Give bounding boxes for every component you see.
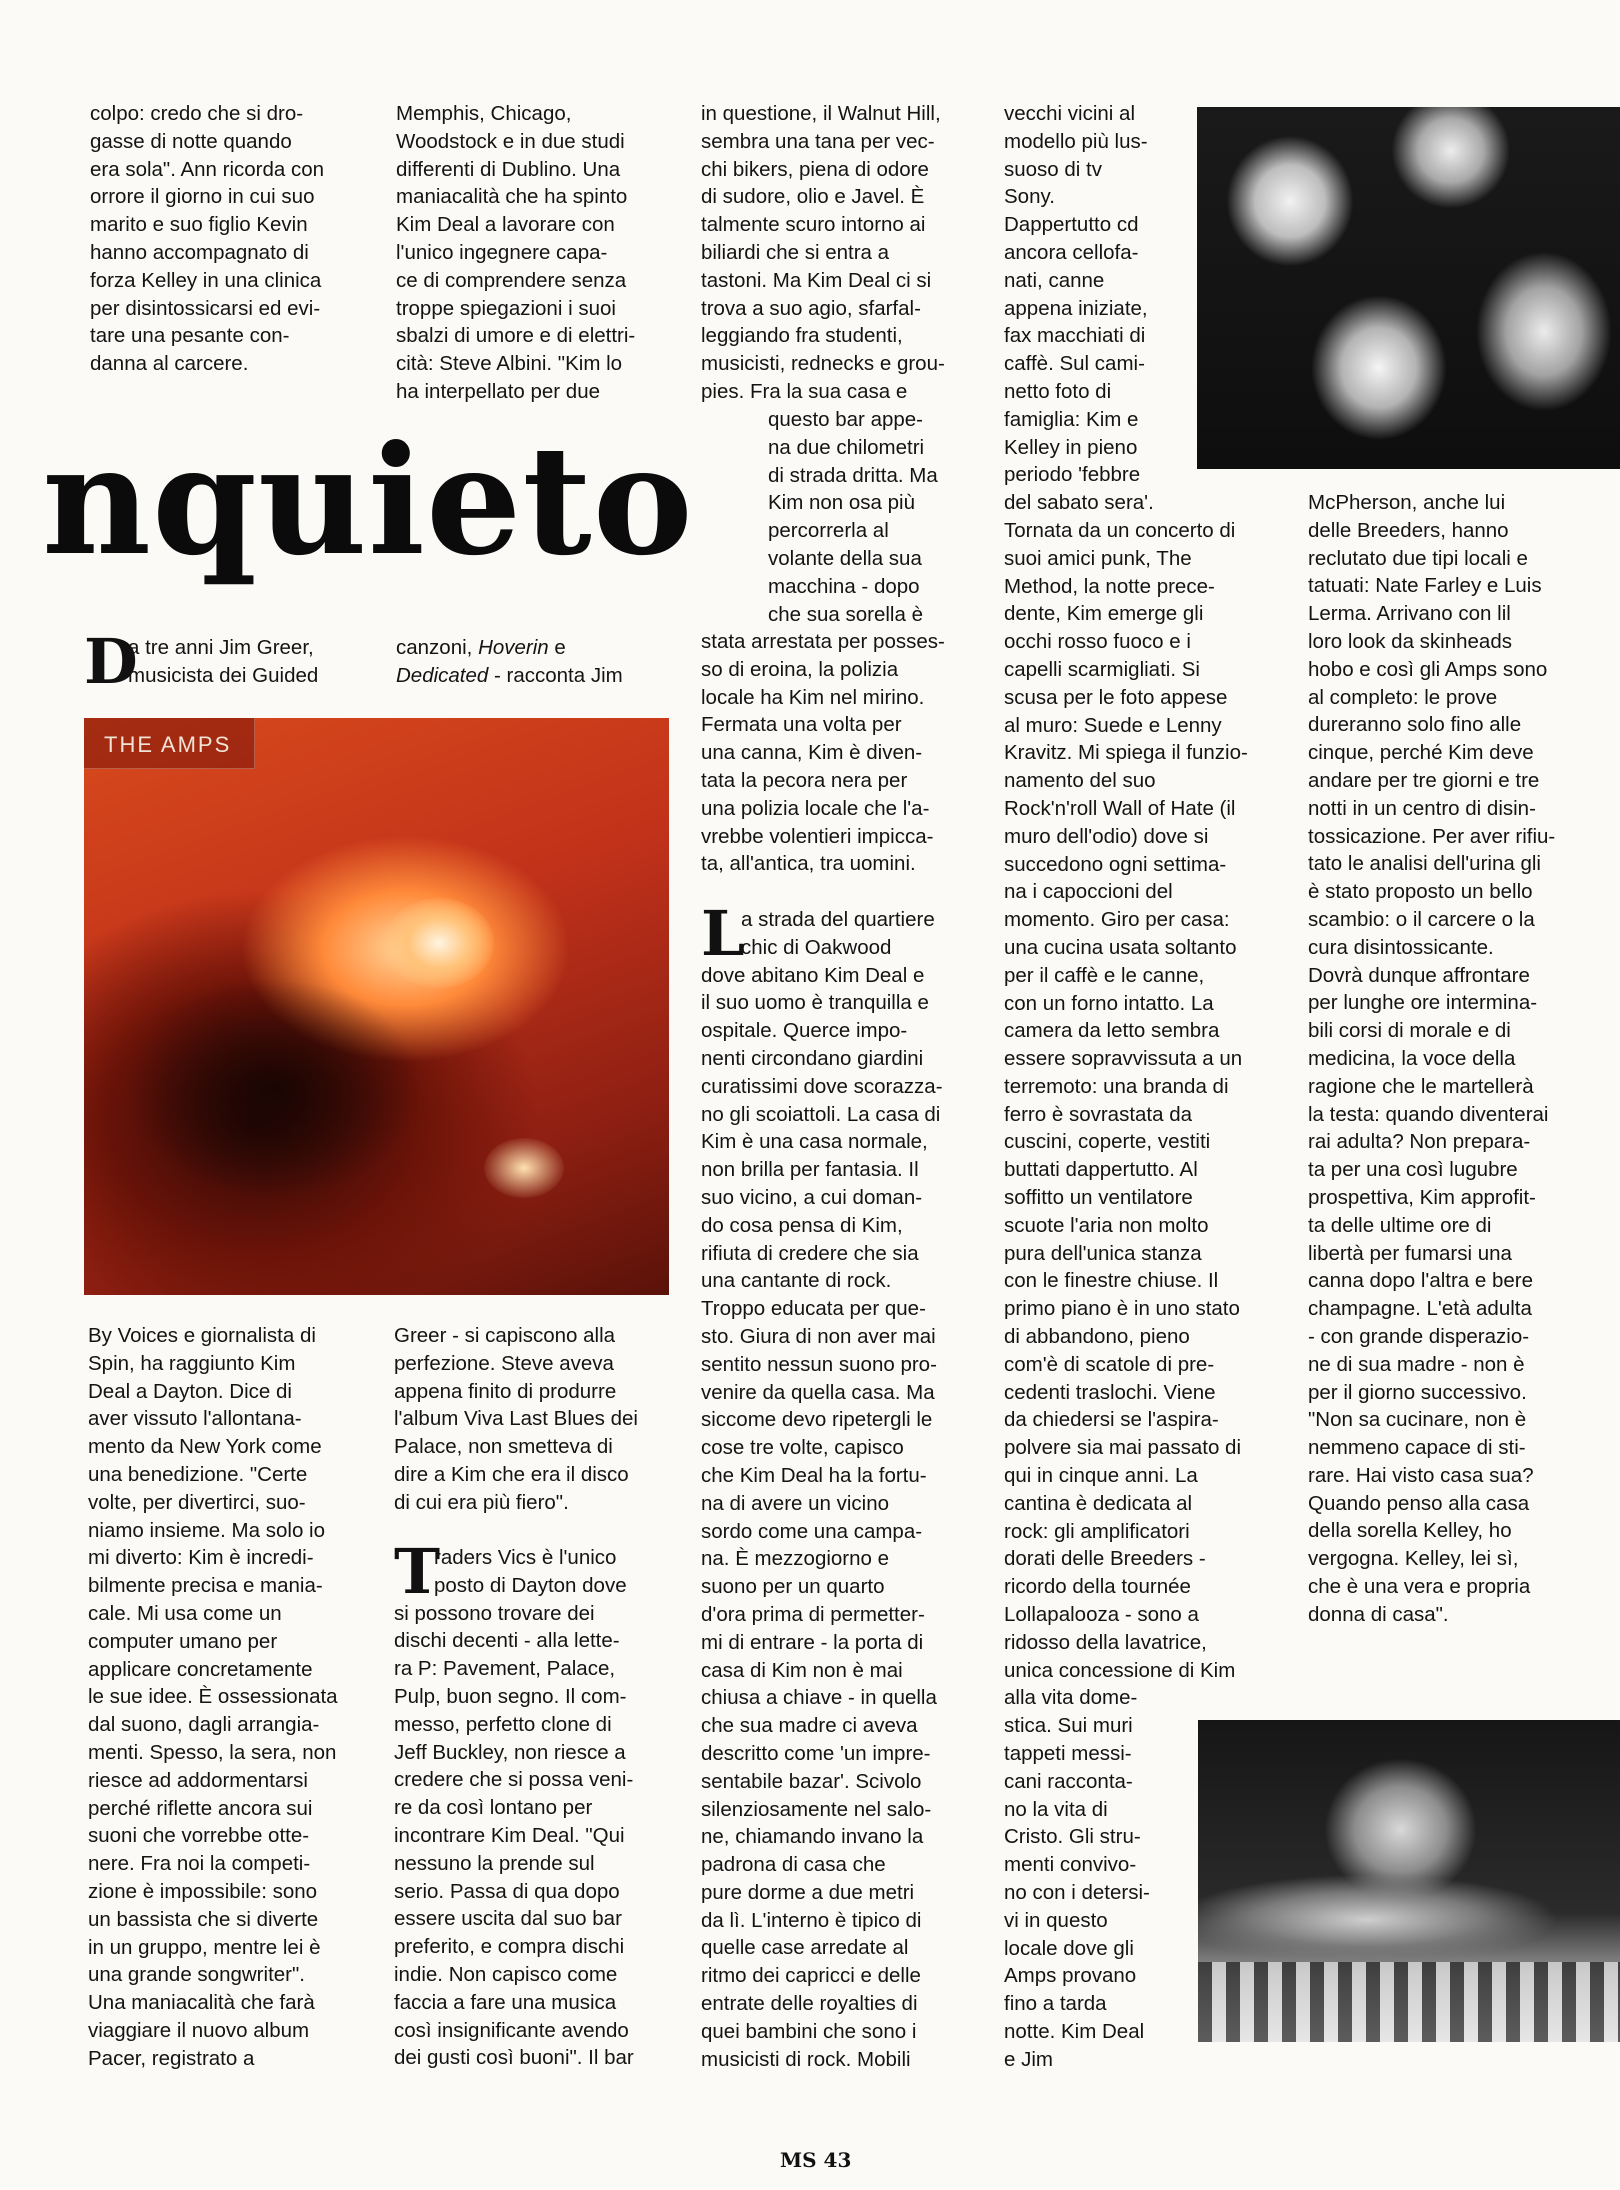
text-line: marito e suo figlio Kevin <box>90 213 308 237</box>
text-line: qui in cinque anni. La <box>1004 1464 1198 1488</box>
text-line: dei gusti così buoni". Il bar <box>394 2046 634 2070</box>
text-line: locale ha Kim nel mirino. <box>701 685 925 709</box>
text-line: suoni che vorrebbe otte- <box>88 1824 310 1848</box>
text-line: dente, Kim emerge gli <box>1004 602 1204 626</box>
text-line: da lì. L'interno è tipico di <box>701 1908 922 1932</box>
text-line: è stato proposto un bello <box>1308 880 1533 904</box>
text-line: appena finito di produrre <box>394 1379 617 1403</box>
text-line: ne di sua madre - non è <box>1308 1352 1525 1376</box>
text-line: sentito nessun suono pro- <box>701 1352 937 1376</box>
text-line: con un forno intatto. La <box>1004 991 1214 1015</box>
album-cover-the-amps <box>84 718 669 1295</box>
intro-line-2b: Dedicated - racconta Jim <box>396 663 623 687</box>
text-line: non brilla per fantasia. Il <box>701 1158 919 1182</box>
text-line: dorati delle Breeders - <box>1004 1547 1206 1571</box>
text-line: suoso di tv <box>1004 157 1102 181</box>
text-line: sentabile bazar'. Scivolo <box>701 1769 922 1793</box>
text-line: Method, la notte prece- <box>1004 574 1215 598</box>
text-line: cura disintossicante. <box>1308 935 1494 959</box>
text-line: ferro è sovrastata da <box>1004 1102 1193 1126</box>
text-line: Jeff Buckley, non riesce a <box>394 1740 626 1764</box>
text-line: della sorella Kelley, ho <box>1308 1519 1512 1543</box>
text-line: alla vita dome- <box>1004 1686 1138 1710</box>
text-line: Woodstock e in due studi <box>396 129 625 153</box>
text-line: cale. Mi usa come un <box>88 1601 282 1625</box>
text-line: d'ora prima di permetter- <box>701 1602 925 1626</box>
text-line: no gli scoiattoli. La casa di <box>701 1102 941 1126</box>
checkered-tablecloth <box>1198 1962 1620 2042</box>
text-line: in un gruppo, mentre lei è <box>88 1935 321 1959</box>
text-line: il suo uomo è tranquilla e <box>701 991 929 1015</box>
traders-first-line-1: raders Vics è l'unico <box>434 1546 617 1569</box>
text-line: Kravitz. Mi spiega il funzio- <box>1004 741 1248 765</box>
text-line: suo vicino, a cui doman- <box>701 1185 923 1209</box>
text-line: ragione che le martellerà <box>1308 1074 1534 1098</box>
text-line: era sola". Ann ricorda con <box>90 157 325 181</box>
text-line: che sua madre ci aveva <box>701 1714 918 1738</box>
text-line: con le finestre chiuse. Il <box>1004 1269 1219 1293</box>
text-line: chiusa a chiave - in quella <box>701 1686 937 1710</box>
text-line: percorrerla al <box>768 519 889 543</box>
text-line: rock: gli amplificatori <box>1004 1519 1190 1543</box>
text-line: padrona di casa che <box>701 1853 886 1877</box>
text-line: zione è impossibile: sono <box>88 1879 318 1903</box>
text-line: McPherson, anche lui <box>1308 491 1506 514</box>
text-line: do cosa pensa di Kim, <box>701 1213 903 1237</box>
album-cover-title: THE AMPS <box>104 732 232 757</box>
dropcap-t: T <box>394 1535 441 1608</box>
text-line: fax macchiati di <box>1004 324 1146 348</box>
text-line: per il giorno successivo. <box>1308 1380 1527 1404</box>
text-line: scambio: o il carcere o la <box>1308 907 1535 931</box>
text-line: questo bar appe- <box>768 408 924 431</box>
intro-line-1b: musicista dei Guided <box>128 663 319 687</box>
text-line: differenti di Dublino. Una <box>396 157 621 181</box>
text-line: ta delle ultime ore di <box>1308 1213 1492 1237</box>
text-line: perfezione. Steve aveva <box>394 1351 614 1375</box>
text-line: colpo: credo che si dro- <box>90 102 304 125</box>
text-line: musicisti, rednecks e grou- <box>701 352 945 376</box>
text-line: unica concessione di Kim <box>1004 1658 1236 1682</box>
text-line: faccia a fare una musica <box>394 1990 617 2014</box>
text-line: no la vita di <box>1004 1797 1108 1821</box>
text-line: dischi decenti - alla lette- <box>394 1629 620 1653</box>
text-line: le sue idee. È ossessionata <box>88 1685 338 1709</box>
text-line: vrebbe volentieri impicca- <box>701 824 934 848</box>
text-line: appena iniziate, <box>1004 296 1148 320</box>
text-line: stica. Sui muri <box>1004 1714 1133 1738</box>
text-line: bilmente precisa e mania- <box>88 1574 323 1598</box>
text-line: rare. Hai visto casa sua? <box>1308 1463 1534 1487</box>
text-line: - con grande disperazio- <box>1308 1324 1530 1348</box>
intro-paragraph <box>84 625 623 698</box>
text-line: mi di entrare - la porta di <box>701 1630 924 1654</box>
text-line: tato le analisi dell'urina gli <box>1308 852 1541 876</box>
text-line: cani racconta- <box>1004 1769 1133 1793</box>
text-line: quelle case arredate al <box>701 1936 909 1960</box>
text-line: talmente scuro intorno ai <box>701 213 926 237</box>
text-line: fino a tarda <box>1004 1992 1107 2016</box>
text-line: soffitto un ventilatore <box>1004 1186 1193 1210</box>
text-line: libertà per fumarsi una <box>1308 1241 1512 1265</box>
text-line: tastoni. Ma Kim Deal ci si <box>701 268 932 292</box>
text-line: ta, all'antica, tra uomini. <box>701 852 916 876</box>
text-line: nenti circondano giardini <box>701 1046 924 1070</box>
text-line: locale dove gli <box>1004 1936 1134 1960</box>
text-line: na due chilometri <box>768 435 925 459</box>
text-line: capelli scarmigliati. Si <box>1004 657 1200 681</box>
text-line: Deal a Dayton. Dice di <box>88 1379 292 1403</box>
text-line: Kim Deal a lavorare con <box>396 213 615 237</box>
text-line: Palace, non smetteva di <box>394 1435 613 1459</box>
text-line: scuote l'aria non molto <box>1004 1213 1209 1237</box>
album-cover-shadow <box>124 978 424 1198</box>
text-line: ospitale. Querce impo- <box>701 1019 908 1043</box>
traders-paragraph <box>394 1535 634 2070</box>
text-line: sto. Giura di non aver mai <box>701 1324 936 1348</box>
text-line: preferito, e compra dischi <box>394 1935 625 1959</box>
text-line: ta per una così lugubre <box>1308 1158 1518 1182</box>
text-line: cose tre volte, capisco <box>701 1436 904 1460</box>
text-line: primo piano è in uno stato <box>1004 1297 1240 1321</box>
text-line: momento. Giro per casa: <box>1004 908 1230 932</box>
text-line: camera da letto sembra <box>1004 1019 1220 1043</box>
text-line: tossicazione. Per aver rifiu- <box>1308 824 1556 848</box>
intro-line-2a: canzoni, Hoverin e <box>396 636 566 659</box>
text-line: volante della sua <box>768 546 922 570</box>
text-line: com'è di scatole di pre- <box>1004 1352 1215 1376</box>
text-line: quei bambini che sono i <box>701 2019 917 2043</box>
kim-deal-resting-photo <box>1198 1720 1620 2042</box>
text-line: sbalzi di umore e di elettri- <box>396 324 636 348</box>
text-line: menti. Spesso, la sera, non <box>88 1740 337 1764</box>
text-line: la testa: quando diventerai <box>1308 1102 1549 1126</box>
text-line: cinque, perché Kim deve <box>1308 741 1534 765</box>
column-1-bottom <box>88 1322 338 2073</box>
text-line: bili corsi di morale e di <box>1308 1019 1511 1043</box>
text-line: pura dell'unica stanza <box>1004 1241 1202 1265</box>
album-cover-highlight-2 <box>484 1138 564 1198</box>
text-line: sembra una tana per vec- <box>701 129 935 153</box>
text-line: ritmo dei capricci e delle <box>701 1964 921 1988</box>
text-line: ricordo della tournée <box>1004 1575 1191 1599</box>
text-line: polvere sia mai passato di <box>1004 1436 1242 1460</box>
text-line: medicina, la voce della <box>1308 1046 1516 1070</box>
text-line: orrore il giorno in cui suo <box>90 185 315 209</box>
text-line: di sudore, olio e Javel. È <box>701 185 925 209</box>
text-line: sordo come una campa- <box>701 1519 923 1543</box>
text-line: ce di comprendere senza <box>396 268 627 292</box>
text-line: per lunghe ore intermina- <box>1308 991 1538 1015</box>
text-line: una polizia locale che l'a- <box>701 796 930 820</box>
text-line: so di eroina, la polizia <box>701 657 899 681</box>
text-line: dove abitano Kim Deal e <box>701 963 925 987</box>
dropcap-d: D <box>84 625 138 698</box>
text-line: muro dell'odio) dove si <box>1004 824 1209 848</box>
column-3-top <box>701 100 945 406</box>
text-line: tatuati: Nate Farley e Luis <box>1308 574 1542 598</box>
text-line: Rock'n'roll Wall of Hate (il <box>1004 796 1236 820</box>
text-line: nati, canne <box>1004 268 1105 292</box>
column-5 <box>1308 489 1555 1629</box>
text-line: Fermata una volta per <box>701 713 902 737</box>
text-line: hanno accompagnato di <box>90 240 309 264</box>
text-line: ancora cellofa- <box>1004 240 1139 264</box>
text-line: curatissimi dove scorazza- <box>701 1074 943 1098</box>
text-line: buttati dappertutto. Al <box>1004 1158 1198 1182</box>
text-line: così insignificante avendo <box>394 2018 629 2042</box>
text-line: Una maniacalità che farà <box>88 1991 315 2015</box>
text-line: che sua sorella è <box>768 602 923 626</box>
text-line: ridosso della lavatrice, <box>1004 1630 1207 1654</box>
text-line: succedono ogni settima- <box>1004 852 1227 876</box>
text-line: una cantante di rock. <box>701 1269 892 1293</box>
text-line: musicisti di rock. Mobili <box>701 2047 911 2071</box>
text-line: stata arrestata per posses- <box>701 630 945 653</box>
text-line: Quando penso alla casa <box>1308 1491 1530 1515</box>
text-line: Dappertutto cd <box>1004 213 1139 237</box>
text-line: occhi rosso fuoco e i <box>1004 630 1191 654</box>
text-line: applicare concretamente <box>88 1657 313 1681</box>
text-line: cità: Steve Albini. "Kim lo <box>396 352 623 376</box>
text-line: Tornata da un concerto di <box>1004 518 1236 542</box>
text-line: terremoto: una branda di <box>1004 1074 1229 1098</box>
text-line: al completo: le prove <box>1308 685 1498 709</box>
text-line: troppe spiegazioni i suoi <box>396 296 616 320</box>
text-line: famiglia: Kim e <box>1004 407 1139 431</box>
text-line: re da così lontano per <box>394 1796 593 1820</box>
text-line: caffè. Sul cami- <box>1004 352 1145 376</box>
text-line: silenziosamente nel salo- <box>701 1797 932 1821</box>
text-line: tappeti messi- <box>1004 1742 1132 1766</box>
text-line: hobo e così gli Amps sono <box>1308 657 1548 681</box>
text-line: trova a suo agio, sfarfal- <box>701 296 921 320</box>
text-line: rifiuta di credere che sia <box>701 1241 919 1265</box>
text-line: perché riflette ancora sui <box>88 1796 313 1820</box>
text-line: suoi amici punk, The <box>1004 546 1192 570</box>
text-line: messo, perfetto clone di <box>394 1712 612 1736</box>
text-line: riesce ad addormentarsi <box>88 1768 308 1792</box>
text-line: nessuno la prende sul <box>394 1851 595 1875</box>
text-line: Spin, ha raggiunto Kim <box>88 1351 296 1375</box>
text-line: ra P: Pavement, Palace, <box>394 1657 616 1681</box>
text-line: nere. Fra noi la competi- <box>88 1852 311 1876</box>
text-line: cantina è dedicata al <box>1004 1491 1193 1515</box>
text-line: gasse di notte quando <box>90 129 292 153</box>
text-line: cedenti traslochi. Viene <box>1004 1380 1216 1404</box>
text-line: cuscini, coperte, vestiti <box>1004 1130 1211 1154</box>
text-line: Lollapalooza - sono a <box>1004 1603 1199 1627</box>
text-line: del sabato sera'. <box>1004 491 1154 515</box>
text-line: donna di casa". <box>1308 1602 1449 1626</box>
column-1-top <box>90 100 324 378</box>
text-line: essere sopravvissuta a un <box>1004 1047 1243 1071</box>
text-line: una cucina usata soltanto <box>1004 935 1237 959</box>
text-line: forza Kelley in una clinica <box>90 268 322 292</box>
text-line: aver vissuto l'allontana- <box>88 1407 302 1431</box>
text-line: maniacalità che ha spinto <box>396 185 628 209</box>
text-line: macchina - dopo <box>768 574 920 598</box>
text-line: modello più lus- <box>1004 129 1148 153</box>
text-line: scusa per le foto appese <box>1004 685 1228 709</box>
text-line: Pulp, buon segno. Il com- <box>394 1684 627 1708</box>
text-line: di cui era più fiero". <box>394 1490 569 1514</box>
text-line: tata la pecora nera per <box>701 768 908 792</box>
dropcap-l: L <box>701 897 745 970</box>
text-line: loro look da skinheads <box>1308 629 1512 653</box>
text-line: si possono trovare dei <box>394 1601 595 1625</box>
text-line: Sony. <box>1004 185 1055 209</box>
text-line: menti convivo- <box>1004 1853 1137 1877</box>
text-line: una grande songwriter". <box>88 1963 305 1987</box>
text-line: Kim non osa più <box>768 491 916 515</box>
text-line: reclutato due tipi locali e <box>1308 546 1528 570</box>
text-line: Dovrà dunque affrontare <box>1308 963 1530 987</box>
text-line: no con i detersi- <box>1004 1881 1150 1904</box>
text-line: mi diverto: Kim è incredi- <box>88 1546 314 1570</box>
text-line: dire a Kim che era il disco <box>394 1462 629 1486</box>
text-line: nemmeno capace di sti- <box>1308 1436 1526 1460</box>
text-line: notte. Kim Deal <box>1004 2019 1145 2043</box>
text-line: rai adulta? Non prepara- <box>1308 1130 1531 1154</box>
column-2-bottom <box>394 1322 638 1517</box>
text-line: danna al carcere. <box>90 352 249 376</box>
text-line: e Jim <box>1004 2047 1053 2071</box>
text-line: periodo 'febbre <box>1004 463 1141 487</box>
text-line: chi bikers, piena di odore <box>701 157 929 181</box>
text-line: da chiedersi se l'aspira- <box>1004 1408 1219 1432</box>
text-line: Greer - si capiscono alla <box>394 1324 616 1347</box>
text-line: che è una vera e propria <box>1308 1575 1531 1599</box>
text-line: essere uscita dal suo bar <box>394 1907 622 1931</box>
text-line: serio. Passa di qua dopo <box>394 1879 620 1903</box>
text-line: per disintossicarsi ed evi- <box>90 296 321 320</box>
band-portrait-photo <box>1197 107 1620 469</box>
text-line: un bassista che si diverte <box>88 1907 319 1931</box>
text-line: Kelley in pieno <box>1004 435 1138 459</box>
text-line: pure dorme a due metri <box>701 1880 915 1904</box>
text-line: casa di Kim non è mai <box>701 1658 903 1682</box>
text-line: Memphis, Chicago, <box>396 102 572 125</box>
text-line: vi in questo <box>1004 1908 1108 1932</box>
text-line: dureranno solo fino alle <box>1308 713 1522 737</box>
text-line: na i capoccioni del <box>1004 880 1173 904</box>
text-line: canna dopo l'altra e bere <box>1308 1269 1534 1293</box>
text-line: l'unico ingegnere capa- <box>396 240 608 264</box>
text-line: pies. Fra la sua casa e <box>701 379 908 403</box>
text-line: Amps provano <box>1004 1964 1137 1988</box>
text-line: vergogna. Kelley, lei sì, <box>1308 1547 1519 1571</box>
text-line: una canna, Kim è diven- <box>701 741 923 765</box>
strada-first-line-1: a strada del quartiere <box>741 908 935 931</box>
strada-first-line-2: chic di Oakwood <box>741 935 892 959</box>
text-line: una benedizione. "Certe <box>88 1462 308 1486</box>
text-line: na di avere un vicino <box>701 1491 890 1515</box>
intro-line-1a: a tre anni Jim Greer, <box>128 636 314 659</box>
text-line: in questione, il Walnut Hill, <box>701 102 941 125</box>
text-line: Cristo. Gli stru- <box>1004 1825 1141 1849</box>
text-line: suono per un quarto <box>701 1575 885 1599</box>
text-line: leggiando fra studenti, <box>701 324 903 348</box>
column-3-middle <box>701 628 945 878</box>
text-line: champagne. L'età adulta <box>1308 1297 1532 1321</box>
text-line: tare una pesante con- <box>90 324 290 348</box>
text-line: namento del suo <box>1004 769 1156 793</box>
album-cover-highlight <box>384 898 494 988</box>
text-line: andare per tre giorni e tre <box>1308 768 1540 792</box>
text-line: computer umano per <box>88 1629 278 1653</box>
text-line: netto foto di <box>1004 379 1112 403</box>
text-line: na. È mezzogiorno e <box>701 1547 890 1571</box>
column-3-indented <box>768 406 938 628</box>
text-line: vecchi vicini al <box>1004 102 1136 125</box>
traders-first-line-2: posto di Dayton dove <box>434 1573 627 1597</box>
text-line: viaggiare il nuovo album <box>88 2018 310 2042</box>
text-line: notti in un centro di disin- <box>1308 796 1536 820</box>
text-line: siccome devo ripetergli le <box>701 1408 933 1432</box>
text-line: delle Breeders, hanno <box>1308 518 1509 542</box>
text-line: di strada dritta. Ma <box>768 463 938 487</box>
text-line: "Non sa cucinare, non è <box>1308 1408 1527 1432</box>
text-line: che Kim Deal ha la fortu- <box>701 1463 927 1487</box>
headline: nquieto <box>42 413 694 589</box>
text-line: ha interpellato per due <box>396 379 601 403</box>
text-line: Lerma. Arrivano con lil <box>1308 602 1511 626</box>
text-line: niamo insieme. Ma solo io <box>88 1518 325 1542</box>
text-line: Kim è una casa normale, <box>701 1130 928 1154</box>
text-line: biliardi che si entra a <box>701 240 890 264</box>
text-line: per il caffè e le canne, <box>1004 963 1205 987</box>
text-line: incontrare Kim Deal. "Qui <box>394 1823 625 1847</box>
text-line: entrate delle royalties di <box>701 1992 918 2016</box>
text-line: l'album Viva Last Blues dei <box>394 1407 638 1431</box>
text-line: Pacer, registrato a <box>88 2046 255 2070</box>
text-line: volte, per divertirci, suo- <box>88 1490 306 1514</box>
text-line: al muro: Suede e Lenny <box>1004 713 1222 737</box>
text-line: credere che si possa veni- <box>394 1768 634 1792</box>
text-line: indie. Non capisco come <box>394 1962 618 1986</box>
text-line: di abbandono, pieno <box>1004 1325 1190 1349</box>
text-line: venire da quella casa. Ma <box>701 1380 935 1404</box>
text-line: prospettiva, Kim approfit- <box>1308 1185 1536 1209</box>
text-line: By Voices e giornalista di <box>88 1324 316 1347</box>
text-line: mento da New York come <box>88 1435 322 1459</box>
strada-paragraph <box>701 897 943 2071</box>
page-number: MS 43 <box>780 2148 852 2172</box>
column-2-top <box>396 100 635 406</box>
text-line: ne, chiamando invano la <box>701 1825 924 1849</box>
text-line: descritto come 'un impre- <box>701 1741 931 1765</box>
text-line: dal suono, dagli arrangia- <box>88 1713 320 1737</box>
text-line: Troppo educata per que- <box>701 1297 926 1321</box>
